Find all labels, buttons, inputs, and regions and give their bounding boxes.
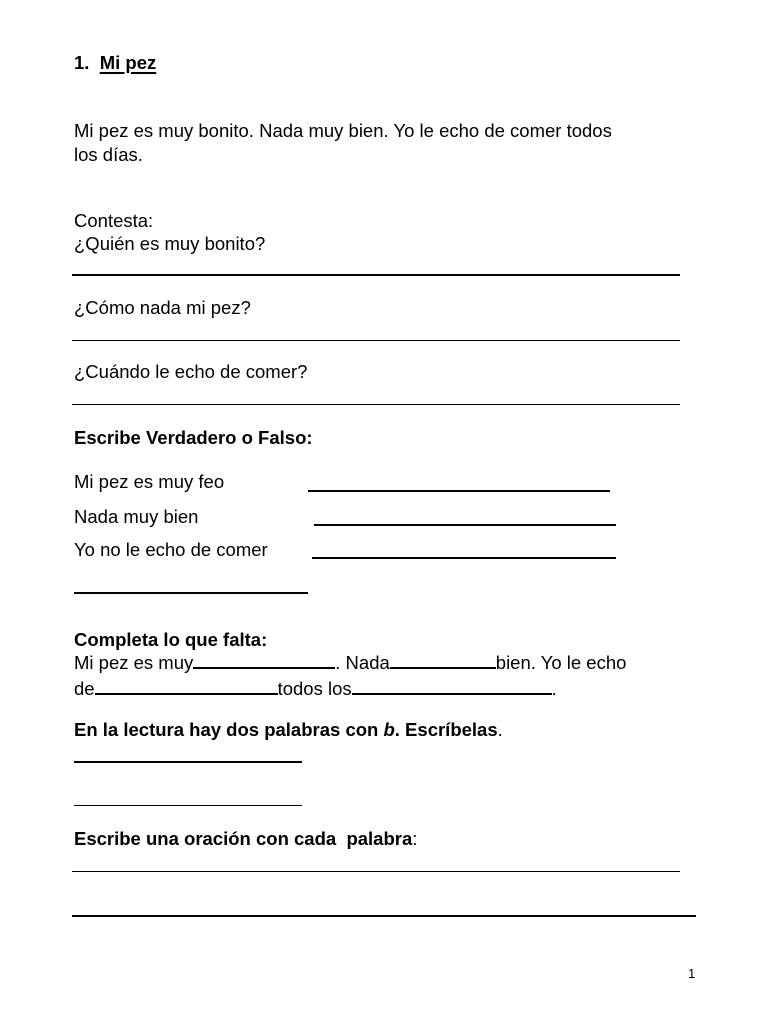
page-number: 1 bbox=[688, 966, 696, 981]
sentence-line-2[interactable] bbox=[72, 915, 696, 917]
completa-text-1: Mi pez es muy bbox=[74, 652, 194, 673]
true-false-line-1[interactable] bbox=[308, 490, 610, 492]
word-line-1[interactable] bbox=[74, 761, 302, 763]
palabras-b-heading bbox=[74, 719, 503, 741]
answer-line-3[interactable] bbox=[72, 404, 680, 405]
question-2: ¿Cómo nada mi pez? bbox=[74, 297, 251, 318]
question-1: ¿Quién es muy bonito? bbox=[74, 233, 266, 254]
palabras-b-text-b: . Escríbelas bbox=[394, 719, 498, 740]
oracion-heading bbox=[74, 828, 417, 850]
completa-text-5: todos los bbox=[277, 678, 352, 699]
true-false-line-2[interactable] bbox=[314, 524, 616, 526]
statement-2: Nada muy bien bbox=[74, 506, 199, 527]
statement-1: Mi pez es muy feo bbox=[74, 471, 225, 492]
blank-3[interactable] bbox=[95, 677, 278, 695]
palabras-b-letter: b bbox=[383, 719, 395, 740]
title-number: 1. bbox=[74, 52, 90, 73]
verdadero-heading: Escribe Verdadero o Falso: bbox=[74, 427, 313, 448]
oracion-text-end: : bbox=[412, 828, 418, 849]
blank-2[interactable] bbox=[390, 651, 496, 669]
completa-text-3: bien. Yo le echo bbox=[495, 652, 627, 673]
contesta-heading: Contesta: bbox=[74, 210, 154, 231]
completa-heading: Completa lo que falta: bbox=[74, 629, 268, 650]
statement-3: Yo no le echo de comer bbox=[74, 539, 268, 560]
completa-text-2: . Nada bbox=[335, 652, 390, 673]
title-text: Mi pez bbox=[99, 52, 157, 73]
word-line-2[interactable] bbox=[74, 805, 302, 806]
palabras-b-text-end: . bbox=[497, 719, 503, 740]
completa-text-6: . bbox=[551, 678, 557, 699]
completa-line-2 bbox=[74, 677, 557, 700]
page-title bbox=[74, 52, 156, 74]
true-false-line-3[interactable] bbox=[312, 557, 616, 559]
extra-line[interactable] bbox=[74, 592, 308, 594]
answer-line-2[interactable] bbox=[72, 340, 680, 341]
reading-line-1: Mi pez es muy bonito. Nada muy bien. Yo le echo de comer todos bbox=[74, 120, 612, 141]
oracion-text: Escribe una oración con cada palabra bbox=[74, 828, 413, 849]
blank-1[interactable] bbox=[193, 651, 335, 669]
question-3: ¿Cuándo le echo de comer? bbox=[74, 361, 308, 382]
reading-line-2: los días. bbox=[74, 144, 143, 165]
completa-text-4: de bbox=[74, 678, 95, 699]
blank-4[interactable] bbox=[352, 677, 552, 695]
answer-line-1[interactable] bbox=[72, 274, 680, 276]
sentence-line-1[interactable] bbox=[72, 871, 680, 872]
palabras-b-text-a: En la lectura hay dos palabras con bbox=[74, 719, 384, 740]
completa-line-1 bbox=[74, 651, 626, 674]
